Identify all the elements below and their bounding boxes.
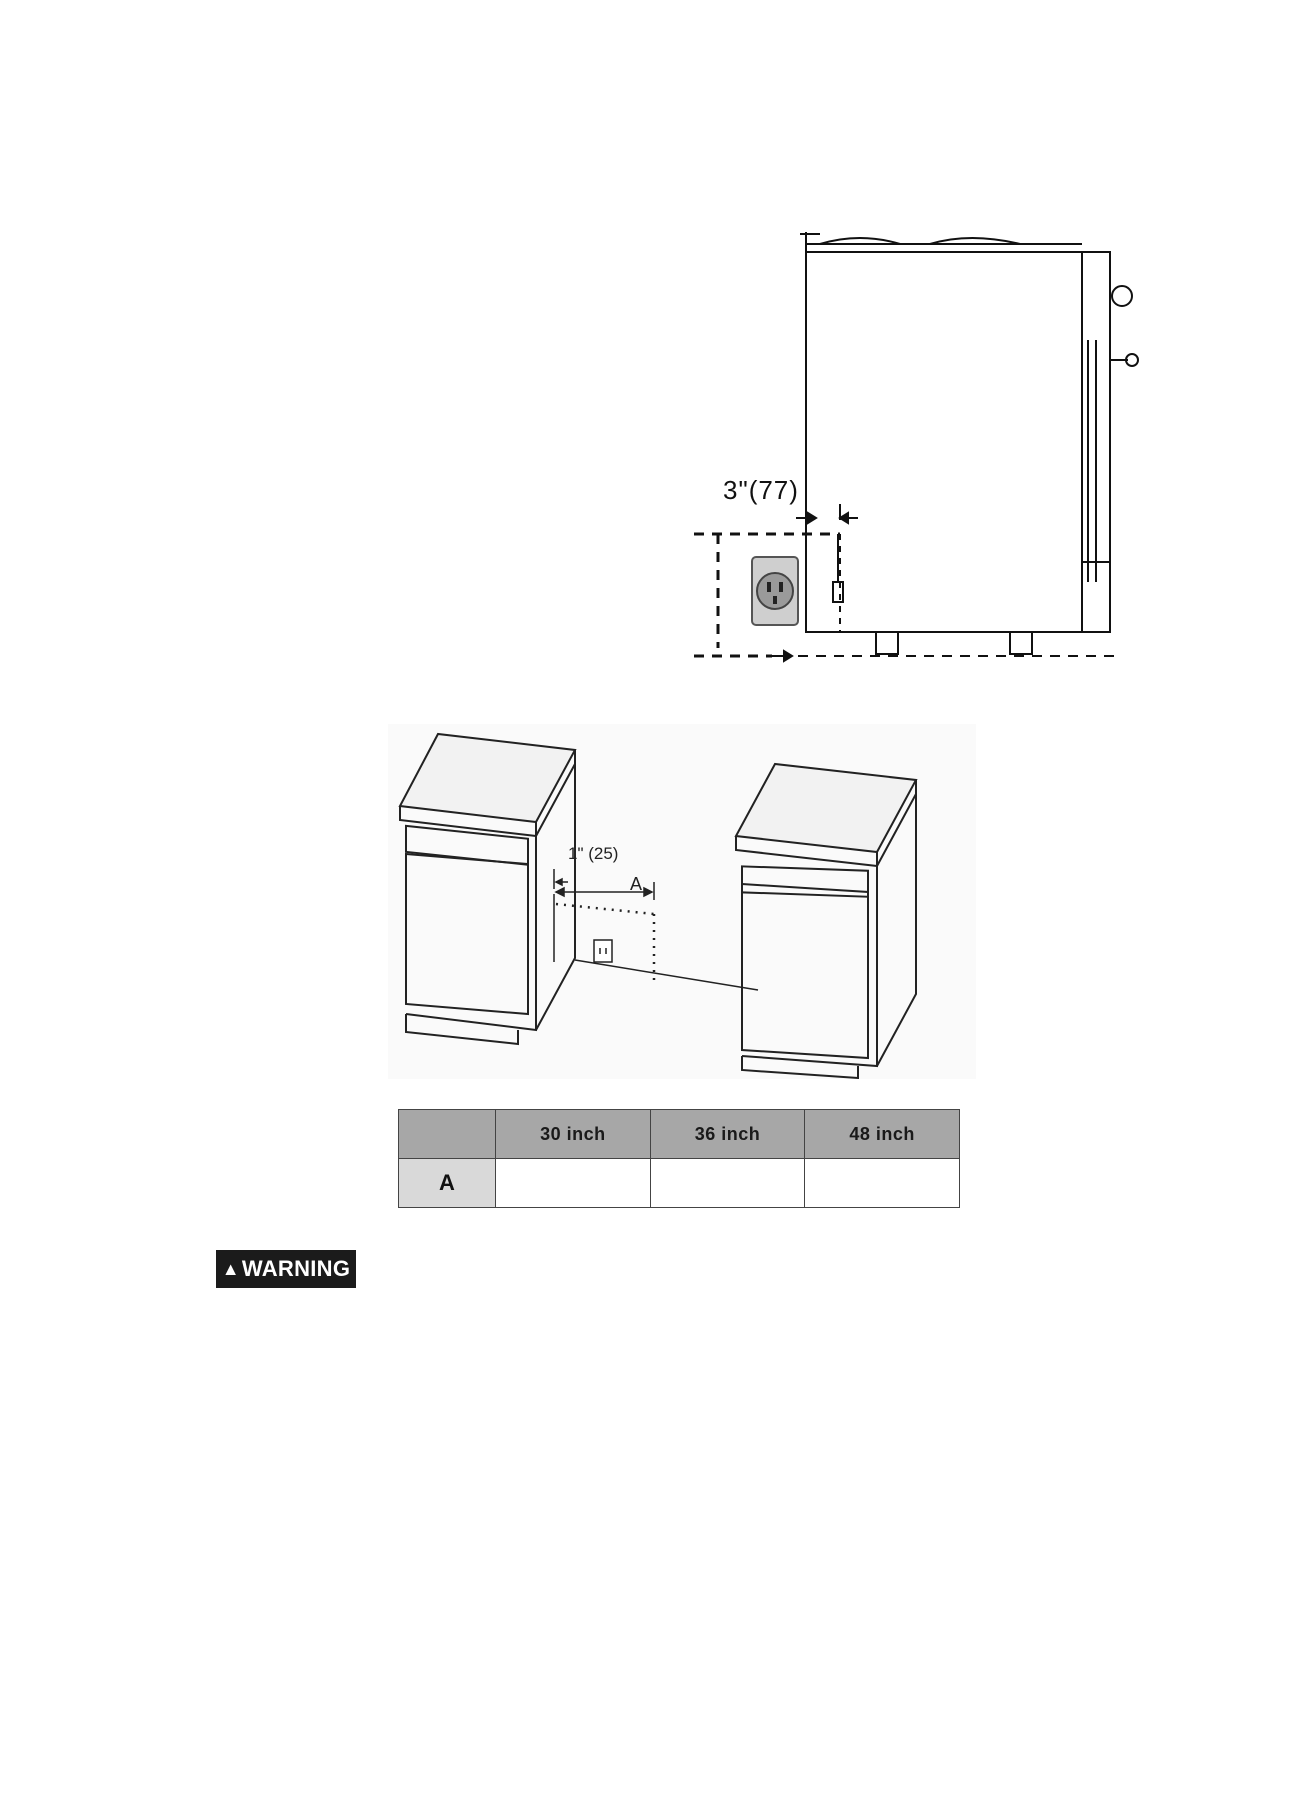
table-row-label: A bbox=[399, 1159, 496, 1208]
range-body bbox=[806, 252, 1082, 632]
warning-badge bbox=[216, 1250, 356, 1288]
table-header-cell: 36 inch bbox=[650, 1110, 805, 1159]
table-cell bbox=[805, 1159, 960, 1208]
table-header-cell bbox=[399, 1110, 496, 1159]
control-knob bbox=[1112, 286, 1132, 306]
offset-dimension-label: 1" (25) bbox=[568, 844, 619, 863]
table-header-row bbox=[399, 1110, 960, 1159]
table-header-cell: 48 inch bbox=[805, 1110, 960, 1159]
table-cell bbox=[496, 1159, 651, 1208]
table-header-cell: 30 inch bbox=[496, 1110, 651, 1159]
warning-triangle-icon: ▲ bbox=[221, 1258, 240, 1279]
table-row bbox=[399, 1159, 960, 1208]
range-side-view-diagram bbox=[680, 222, 1140, 672]
cabinet-installation-diagram bbox=[388, 724, 976, 1079]
wall-outlet-icon bbox=[594, 940, 612, 962]
clearance-dimension-label: 3"(77) bbox=[723, 475, 799, 505]
dimension-table bbox=[398, 1109, 960, 1208]
warning-label: WARNING bbox=[241, 1256, 351, 1281]
table-cell bbox=[650, 1159, 805, 1208]
outlet-receptacle-icon bbox=[752, 557, 798, 625]
dimension-a-label: A bbox=[630, 874, 643, 894]
